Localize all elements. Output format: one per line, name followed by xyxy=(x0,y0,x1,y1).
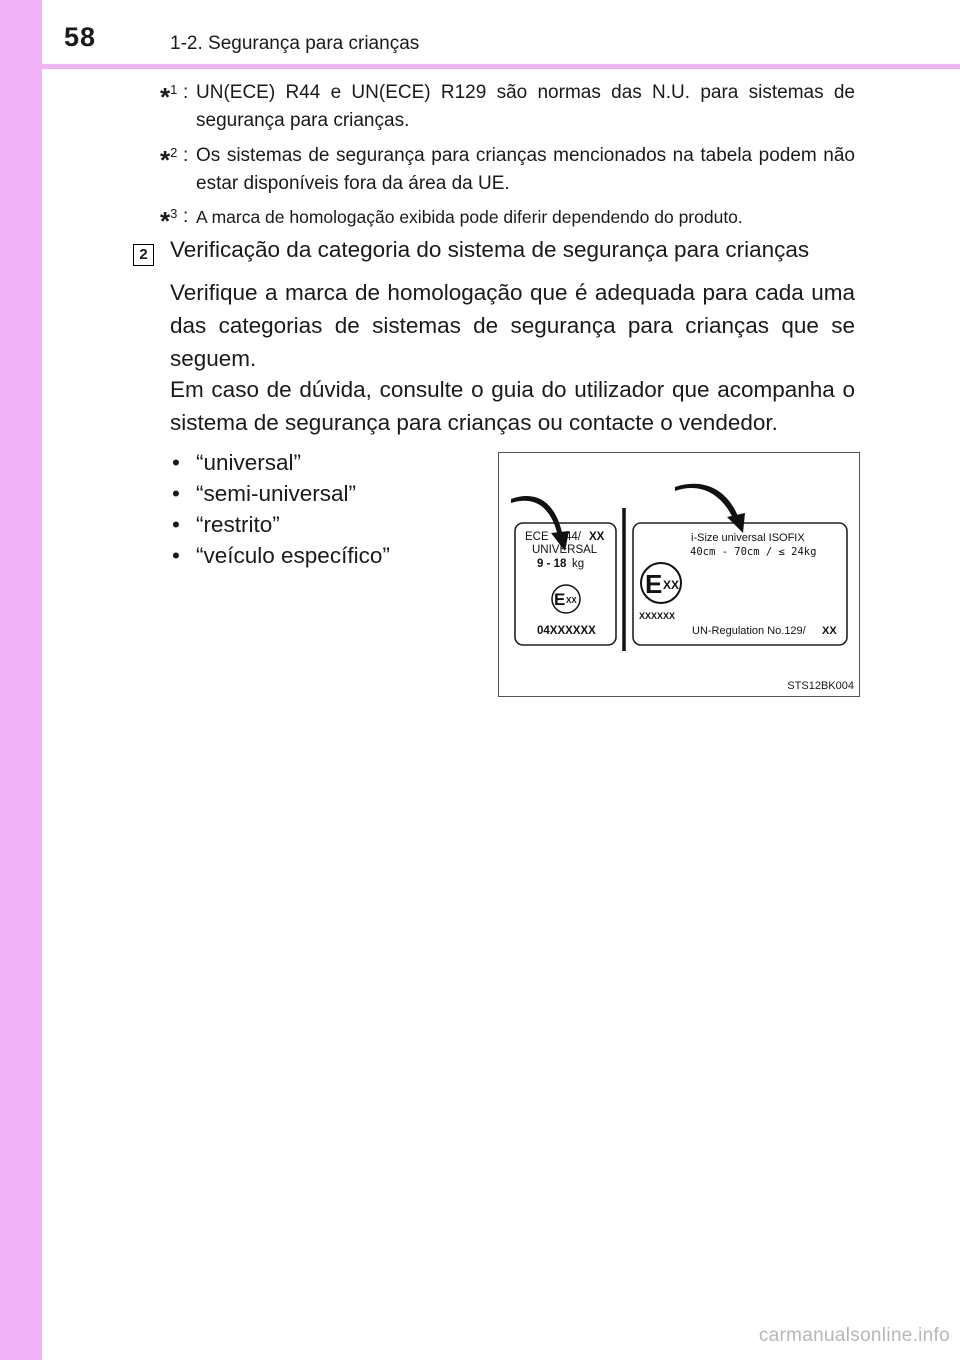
list-item: • “universal” xyxy=(172,450,302,475)
r129-e-mark: E xyxy=(645,569,663,599)
r129-spec: 40cm - 70cm / ≤ 24kg xyxy=(690,546,817,558)
page-number: 58 xyxy=(64,22,97,52)
r129-regulation-text: UN-Regulation No.129/ xyxy=(692,625,806,637)
r44-unit-text: kg xyxy=(572,558,585,570)
r129-regulation-suffix: XX xyxy=(822,625,837,637)
r44-xx-text: XX xyxy=(589,531,605,543)
footnote-marker: *$^2$ xyxy=(160,145,178,175)
r44-e-mark-sub: XX xyxy=(566,596,577,605)
r129-title: i-Size universal ISOFIX xyxy=(691,532,805,544)
list-item: • “restrito” xyxy=(172,512,280,537)
footnote-1: *$^1$ : UN(ECE) R44 e UN(ECE) R129 são normas das N.U. para sistemas de segurança para crianças. xyxy=(160,79,855,135)
footnote-3: *$^3$ : A marca de homologação exibida pode diferir dependendo do produto. xyxy=(160,203,855,231)
section-title: 1-2. Segurança para crianças xyxy=(170,33,420,54)
category-list xyxy=(172,447,390,571)
paragraph-check-mark: Verifique a marca de homologação que é adequada para cada uma das categorias de sistemas de segurança para crianças que se seguem. xyxy=(170,280,855,371)
list-item: • “veículo específico” xyxy=(172,543,390,568)
figure-code: STS12BK004 xyxy=(787,680,854,692)
r44-approval-code: 04XXXXXX xyxy=(537,625,596,637)
r129-e-mark-sub: XX xyxy=(663,578,680,592)
r44-universal-text: UNIVERSAL xyxy=(532,544,598,556)
footnote-2: *$^2$ : Os sistemas de segurança para crianças mencionados na tabela podem não estar disponíveis fora da área da UE. xyxy=(160,142,855,198)
header-rule xyxy=(42,64,960,69)
footnote-marker: *$^3$ xyxy=(160,206,178,236)
footnote-marker: *$^1$ xyxy=(160,82,178,112)
watermark: carmanualsonline.info xyxy=(758,1325,950,1346)
approval-label-figure xyxy=(498,452,860,697)
step-heading: Verificação da categoria do sistema de segurança para crianças xyxy=(170,237,810,262)
footnote-text: Os sistemas de segurança para crianças mencionados na tabela podem não estar disponíveis fora da área da UE. xyxy=(196,145,855,194)
r44-e-mark: E xyxy=(554,590,566,609)
side-color-strip xyxy=(0,0,42,1360)
paragraph-in-doubt: Em caso de dúvida, consulte o guia do utilizador que acompanha o sistema de segurança para crianças ou contacte o vendedor. xyxy=(170,377,855,435)
approval-labels-illustration xyxy=(499,453,859,696)
r44-weight-text: 9 - 18 xyxy=(537,558,567,570)
footnote-text: UN(ECE) R44 e UN(ECE) R129 são normas das N.U. para sistemas de segurança para crianças. xyxy=(196,82,855,131)
step-number-badge: 2 xyxy=(133,244,154,266)
r44-ece-text: ECE xyxy=(525,531,549,543)
list-item: • “semi-universal” xyxy=(172,481,357,506)
r129-approval-code: XXXXXX xyxy=(639,611,676,621)
r44-number-text: 44/ xyxy=(565,531,581,543)
footnote-text: A marca de homologação exibida pode diferir dependendo do produto. xyxy=(196,207,743,227)
